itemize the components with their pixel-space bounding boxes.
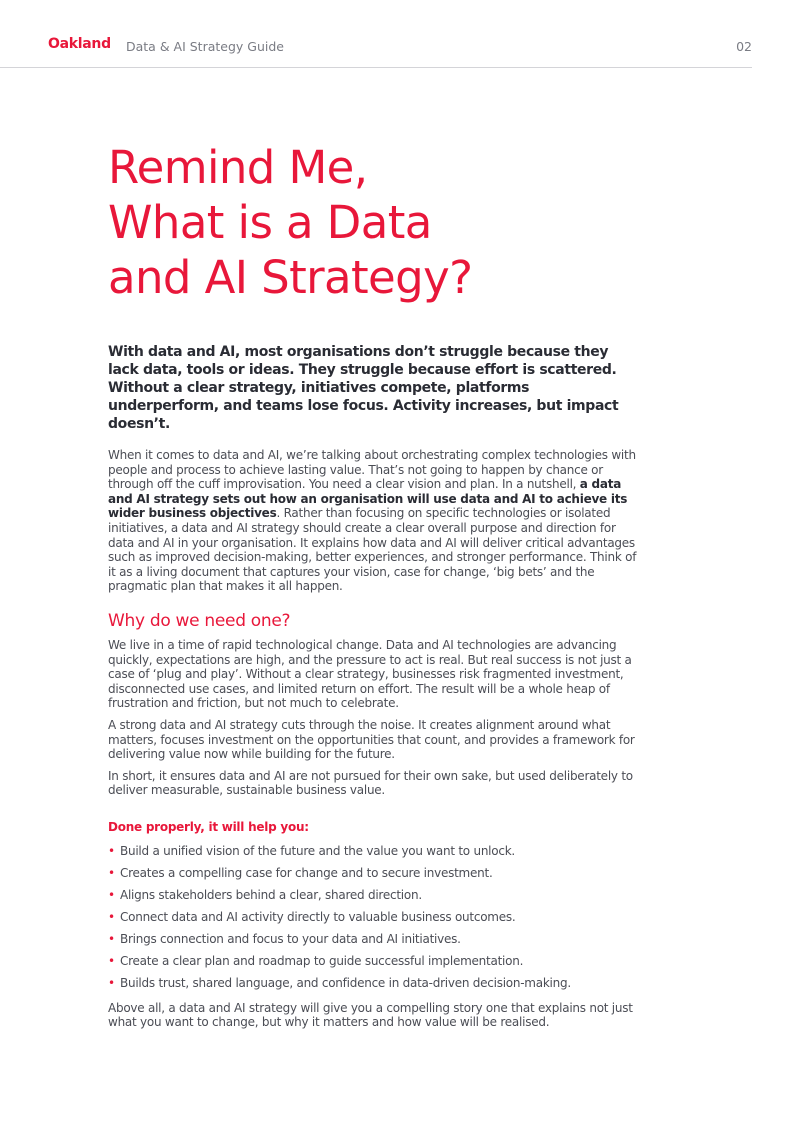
bullet-icon: • [108,953,115,968]
list-item-text: Brings connection and focus to your data and AI initiatives. [120,931,461,946]
page-number: 02 [736,39,752,54]
list-item [108,888,638,910]
page-title [108,140,638,305]
page-title-line: What is a Data [108,196,432,249]
list-item-text: Aligns stakeholders behind a clear, shared direction. [120,887,422,902]
list-item-text: Builds trust, shared language, and confidence in data-driven decision-making. [120,975,571,990]
bullet-icon: • [108,887,115,902]
benefits-list [108,844,638,998]
bullet-icon: • [108,843,115,858]
intro-text-start: When it comes to data and AI, we’re talking about orchestrating complex technologies with people and process to achieve lasting value. That’s not going to happen by chance or through off the cuff improvisation. You need a clear vision and plan. In a nutshell, [108,448,636,492]
list-item [108,954,638,976]
intro-text-end: . Rather than focusing on specific technologies or isolated initiatives, a data and AI strategy should create a clear overall purpose and direction for data and AI in your organisation. It explains how data and AI will deliver critical advantages such as improved decision-making, better experiences, and stronger performance. Think of it as a living document that captures your vision, case for change, ‘big bets’ and the pragmatic plan that makes it all happen. [108,506,637,594]
section-paragraph: In short, it ensures data and AI are not pursued for their own sake, but used deliberately to deliver measurable, sustainable business value. [108,768,633,798]
lead-paragraph: With data and AI, most organisations don’t struggle because they lack data, tools or ideas. They struggle because effort is scattered. Without a clear strategy, initiatives compete, platforms underperform, and teams lose focus. Activity increases, but impact doesn’t. [108,344,619,432]
section-paragraph: We live in a time of rapid technological change. Data and AI technologies are advancing quickly, expectations are high, and the pressure to act is real. But real success is not just a case of ‘plug and play’. Without a clear strategy, businesses risk fragmented investment, disconnected use cases, and limited return on effort. The result will be a whole heap of frustration and friction, but not much to celebrate. [108,637,632,711]
list-item-text: Create a clear plan and roadmap to guide successful implementation. [120,953,524,968]
list-item [108,976,638,998]
closing-paragraph: Above all, a data and AI strategy will give you a compelling story one that explains not just what you want to change, but why it matters and how value will be realised. [108,1000,633,1030]
intro-paragraph [108,448,638,594]
bullet-icon: • [108,909,115,924]
oakland-logo[interactable]: Oakland [48,36,111,52]
list-item [108,910,638,932]
section-heading: Why do we need one? [108,610,291,631]
list-item [108,866,638,888]
section-paragraph: A strong data and AI strategy cuts through the noise. It creates alignment around what matters, focuses investment on the opportunities that count, and provides a framework for delivering value now while building for the future. [108,717,635,762]
header-divider [0,67,752,68]
bullet-icon: • [108,931,115,946]
bullet-icon: • [108,975,115,990]
page-title-line: Remind Me, [108,141,368,194]
page-content [108,140,638,1030]
list-item-text: Connect data and AI activity directly to valuable business outcomes. [120,909,516,924]
document-title: Data & AI Strategy Guide [126,39,284,54]
benefits-heading: Done properly, it will help you: [108,819,309,834]
list-item-text: Build a unified vision of the future and the value you want to unlock. [120,843,515,858]
page-header [0,0,800,68]
bullet-icon: • [108,865,115,880]
list-item [108,844,638,866]
page-title-line: and AI Strategy? [108,251,473,304]
list-item-text: Creates a compelling case for change and to secure investment. [120,865,493,880]
list-item [108,932,638,954]
intro-bold-definition: a data and AI strategy sets out how an organisation will use data and AI to achieve its wider business objectives [108,477,628,521]
